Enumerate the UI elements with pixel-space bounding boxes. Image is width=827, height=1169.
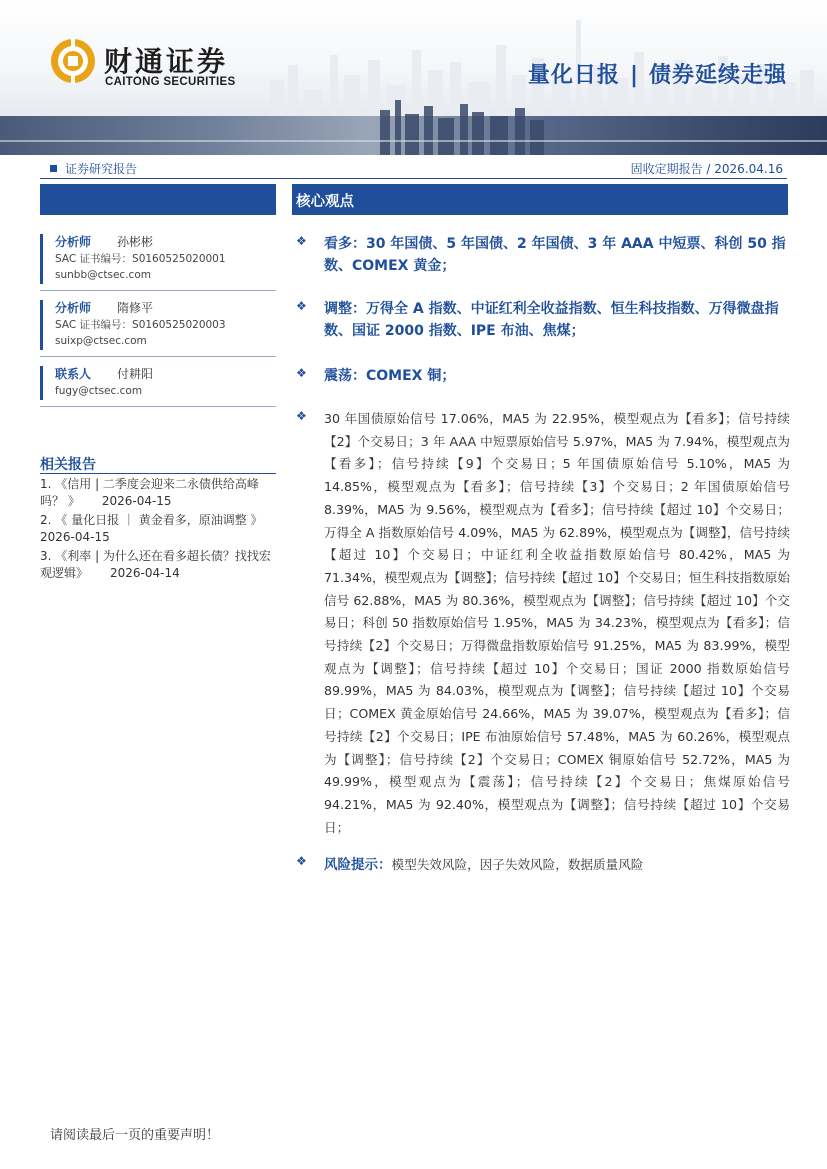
risk-label: 风险提示： <box>324 857 392 873</box>
analyst-card <box>40 234 276 284</box>
contact-name: 付耕阳 <box>117 367 154 381</box>
analyst-name: 隋修平 <box>117 301 154 315</box>
disclaimer-footer: 请阅读最后一页的重要声明！ <box>50 1128 220 1143</box>
contact-role: 联系人 <box>55 367 92 381</box>
analyst-divider <box>40 356 276 357</box>
analyst-email[interactable]: sunbb@ctsec.com <box>55 269 151 281</box>
diamond-bullet-icon: ❖ <box>296 234 307 248</box>
report-category-label: 证券研究报告 <box>65 162 138 176</box>
bullish-view <box>296 233 790 277</box>
analyst-divider <box>40 406 276 407</box>
analyst-role: 分析师 <box>55 235 92 249</box>
related-report-item[interactable] <box>40 512 280 546</box>
subheader-divider <box>40 178 787 179</box>
analyst-cert: SAC 证书编号：S0160525020001 <box>55 253 226 265</box>
related-reports-divider <box>40 473 276 474</box>
adjust-view-text: 调整：万得全 A 指数、中证红利全收益指数、恒生科技指数、万得微盘指数、国证 2000 指数、IPE 布油、焦煤； <box>324 301 779 339</box>
analyst-email[interactable]: suixp@ctsec.com <box>55 335 147 347</box>
related-report-item[interactable] <box>40 548 280 582</box>
signal-detail <box>296 408 790 839</box>
page-header <box>0 0 827 155</box>
report-type-date: 固收定期报告 / 2026.04.16 <box>630 162 783 176</box>
analyst-divider <box>40 290 276 291</box>
analyst-card <box>40 300 276 350</box>
related-report-date: 2026-04-14 <box>110 566 180 580</box>
related-report-date: 2026-04-15 <box>40 530 110 544</box>
title-series: 量化日报 <box>527 63 620 88</box>
analyst-name: 孙彬彬 <box>117 235 154 249</box>
risk-warning <box>296 853 790 873</box>
logo-english-name: CAITONG SECURITIES <box>105 76 236 88</box>
city-skyline-image <box>0 100 827 155</box>
shock-view-text: 震荡：COMEX 铜； <box>324 368 456 384</box>
report-category <box>50 160 137 177</box>
related-reports-title: 相关报告 <box>40 457 96 473</box>
title-topic: 债券延续走强 <box>648 63 787 88</box>
risk-text: 模型失效风险，因子失效风险，数据质量风险 <box>391 857 644 872</box>
related-report-title[interactable]: 3. 《利率 | 为什么还在看多超长债？找找宏观逻辑》 <box>40 549 271 580</box>
bullish-view-text: 看多：30 年国债、5 年国债、2 年国债、3 年 AAA 中短票、科创 50 指数、COMEX 黄金； <box>324 236 786 274</box>
related-report-title[interactable]: 1. 《信用 | 二季度会迎来二永债供给高峰吗？ 》 <box>40 477 259 508</box>
contact-card <box>40 366 276 400</box>
contact-email[interactable]: fugy@ctsec.com <box>55 385 143 397</box>
document-title <box>528 58 787 89</box>
title-separator: | <box>629 63 639 88</box>
diamond-bullet-icon: ❖ <box>296 854 307 868</box>
diamond-bullet-icon: ❖ <box>296 409 307 423</box>
related-report-date: 2026-04-15 <box>101 494 172 508</box>
adjust-view <box>296 298 790 342</box>
core-view-banner <box>292 184 788 215</box>
related-reports-list <box>40 476 280 584</box>
diamond-bullet-icon: ❖ <box>296 366 307 380</box>
left-column-banner <box>40 184 276 215</box>
analyst-role: 分析师 <box>55 301 92 315</box>
related-report-item[interactable] <box>40 476 280 510</box>
logo-mark-icon <box>50 38 96 84</box>
signal-detail-text: 30 年国债原始信号 17.06%，MA5 为 22.95%，模型观点为【看多】；信号持续【2】个交易日；3 年 AAA 中短票原始信号 5.97%，MA5 为 7.94%，模型观点为【看多】；信号持续【9】个交易日；5 年国债原始信号 5.10%，MA5 为 14.85%，模型观点为【看多】；信号持续【3】个交易日；2 年国债原始信号 8.39%，MA5 为 9.56%，模型观点为【看多】；信号持续【超过 10】个交易日；万得全 A 指数原始信号 4.09%，MA5 为 62.89%，模型观点为【调整】，信号持续【超过 10】个交易日；中证红利全收益指数原始信号 80.42%，MA5 为 71.34%，模型观点为【调整】；信号持续【超过 10】个交易日；恒生科技指数原始信号 62.88%，MA5 为 80.36%，模型观点为【调整】；信号持续【超过 10】个交易日；科创 50 指数原始信号 1.95%，MA5 为 34.23%，模型观点为【看多】；信号持续【2】个交易日；万得微盘指数原始信号 91.25%，MA5 为 83.99%，模型观点为【调整】；信号持续【超过 10】个交易日；国证 2000 指数原始信号 89.99%，MA5 为 84.03%，模型观点为【调整】；信号持续【超过 10】个交易日；COMEX 黄金原始信号 24.66%，MA5 为 39.07%，模型观点为【看多】；信号持续【2】个交易日；IPE 布油原始信号 57.48%，MA5 为 60.26%，模型观点为【调整】；信号持续【2】个交易日；COMEX 铜原始信号 52.72%，MA5 为 49.99%，模型观点为【震荡】；信号持续【2】个交易日；焦煤原始信号 94.21%，MA5 为 92.40%，模型观点为【调整】；信号持续【超过 10】个交易日； <box>324 411 790 835</box>
core-view-title: 核心观点 <box>296 194 354 210</box>
square-bullet-icon <box>50 165 57 172</box>
shock-view <box>296 365 790 387</box>
related-report-title[interactable]: 2. 《 量化日报 ｜ 黄金看多，原油调整 》 <box>40 513 263 527</box>
analyst-cert: SAC 证书编号：S0160525020003 <box>55 319 226 331</box>
diamond-bullet-icon: ❖ <box>296 299 307 313</box>
logo-chinese-name: 财通证券 <box>104 45 229 78</box>
